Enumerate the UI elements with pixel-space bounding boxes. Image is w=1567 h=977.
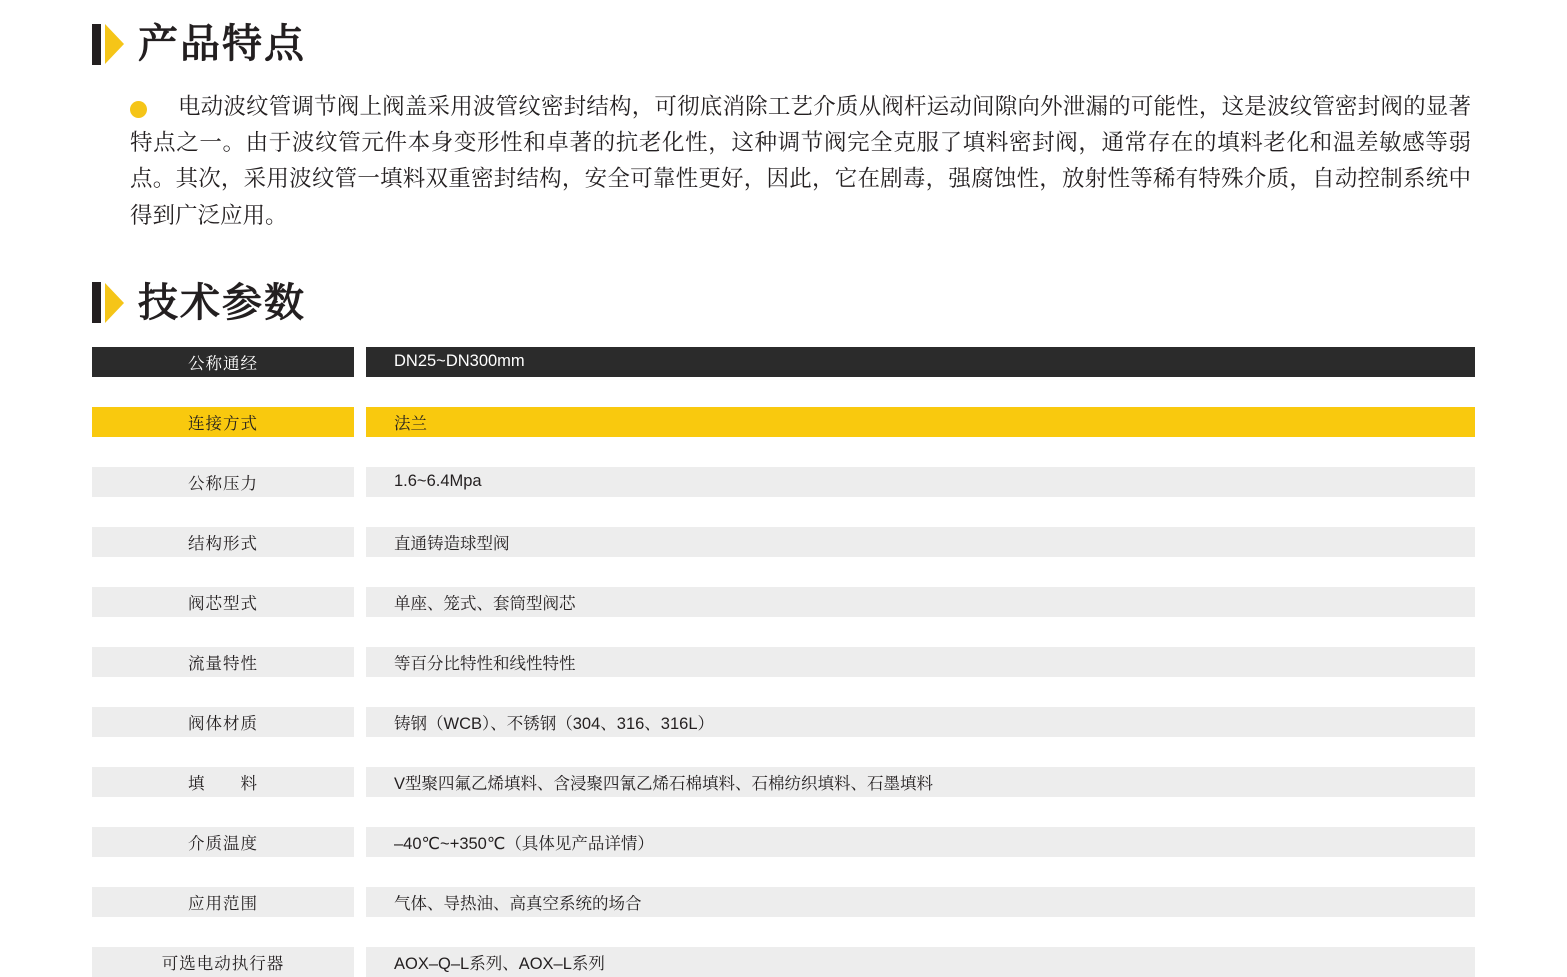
spec-value: –40℃~+350℃（具体见产品详情） [366, 827, 1475, 857]
spec-label: 应用范围 [92, 887, 354, 917]
spec-label: 连接方式 [92, 407, 354, 437]
table-row [92, 767, 1475, 797]
spec-value: AOX–Q–L系列、AOX–L系列 [366, 947, 1475, 977]
row-spacer [92, 557, 1475, 587]
table-row [92, 827, 1475, 857]
heading-marker-icon [92, 22, 124, 66]
spec-label: 结构形式 [92, 527, 354, 557]
spec-label: 填 料 [92, 767, 354, 797]
row-spacer [92, 437, 1475, 467]
spec-value: 铸钢（WCB）、不锈钢（304、316、316L） [366, 707, 1475, 737]
table-row [92, 347, 1475, 377]
spec-gap [354, 587, 366, 617]
row-spacer [92, 677, 1475, 707]
row-spacer [92, 737, 1475, 767]
spec-gap [354, 647, 366, 677]
heading-marker-icon [92, 281, 124, 325]
spec-label: 流量特性 [92, 647, 354, 677]
features-paragraph: 电动波纹管调节阀上阀盖采用波管纹密封结构，可彻底消除工艺介质从阀杆运动间隙向外泄漏的可能性，这是波纹管密封阀的显著特点之一。由于波纹管元件本身变形性和卓著的抗老化性，这种调节阀完全克服了填料密封阀，通常存在的填料老化和温差敏感等弱点。其次，采用波纹管一填料双重密封结构，安全可靠性更好，因此，它在剧毒，强腐蚀性，放射性等稀有特殊介质，自动控制系统中得到广泛应用。 [130, 93, 1471, 228]
spec-gap [354, 827, 366, 857]
spec-value: 等百分比特性和线性特性 [366, 647, 1475, 677]
row-spacer [92, 497, 1475, 527]
spec-value: 1.6~6.4Mpa [366, 467, 1475, 497]
spec-label: 可选电动执行器 [92, 947, 354, 977]
spec-value: 直通铸造球型阀 [366, 527, 1475, 557]
spec-label: 阀芯型式 [92, 587, 354, 617]
spec-value: V型聚四氟乙烯填料、含浸聚四氰乙烯石棉填料、石棉纺织填料、石墨填料 [366, 767, 1475, 797]
table-row [92, 947, 1475, 977]
bullet-dot-icon [130, 101, 147, 118]
spec-gap [354, 347, 366, 377]
spec-value: DN25~DN300mm [366, 347, 1475, 377]
table-row [92, 467, 1475, 497]
spec-gap [354, 467, 366, 497]
table-row [92, 647, 1475, 677]
table-row [92, 587, 1475, 617]
spec-gap [354, 767, 366, 797]
spec-label: 介质温度 [92, 827, 354, 857]
table-row [92, 707, 1475, 737]
table-row [92, 887, 1475, 917]
spec-gap [354, 947, 366, 977]
features-heading-text: 产品特点 [138, 22, 306, 66]
specs-table [92, 347, 1475, 977]
spec-label: 公称压力 [92, 467, 354, 497]
table-row [92, 527, 1475, 557]
spec-label: 阀体材质 [92, 707, 354, 737]
spec-value: 法兰 [366, 407, 1475, 437]
features-body [92, 89, 1475, 235]
spec-value: 气体、导热油、高真空系统的场合 [366, 887, 1475, 917]
row-spacer [92, 797, 1475, 827]
specs-heading-text: 技术参数 [138, 280, 306, 325]
spec-gap [354, 407, 366, 437]
row-spacer [92, 617, 1475, 647]
row-spacer [92, 857, 1475, 887]
spec-gap [354, 887, 366, 917]
specs-section-heading [92, 257, 1475, 325]
spec-gap [354, 707, 366, 737]
table-row [92, 407, 1475, 437]
row-spacer [92, 377, 1475, 407]
spec-label: 公称通经 [92, 347, 354, 377]
row-spacer [92, 917, 1475, 947]
spec-gap [354, 527, 366, 557]
spec-value: 单座、笼式、套筒型阀芯 [366, 587, 1475, 617]
features-section-heading [92, 0, 1475, 66]
